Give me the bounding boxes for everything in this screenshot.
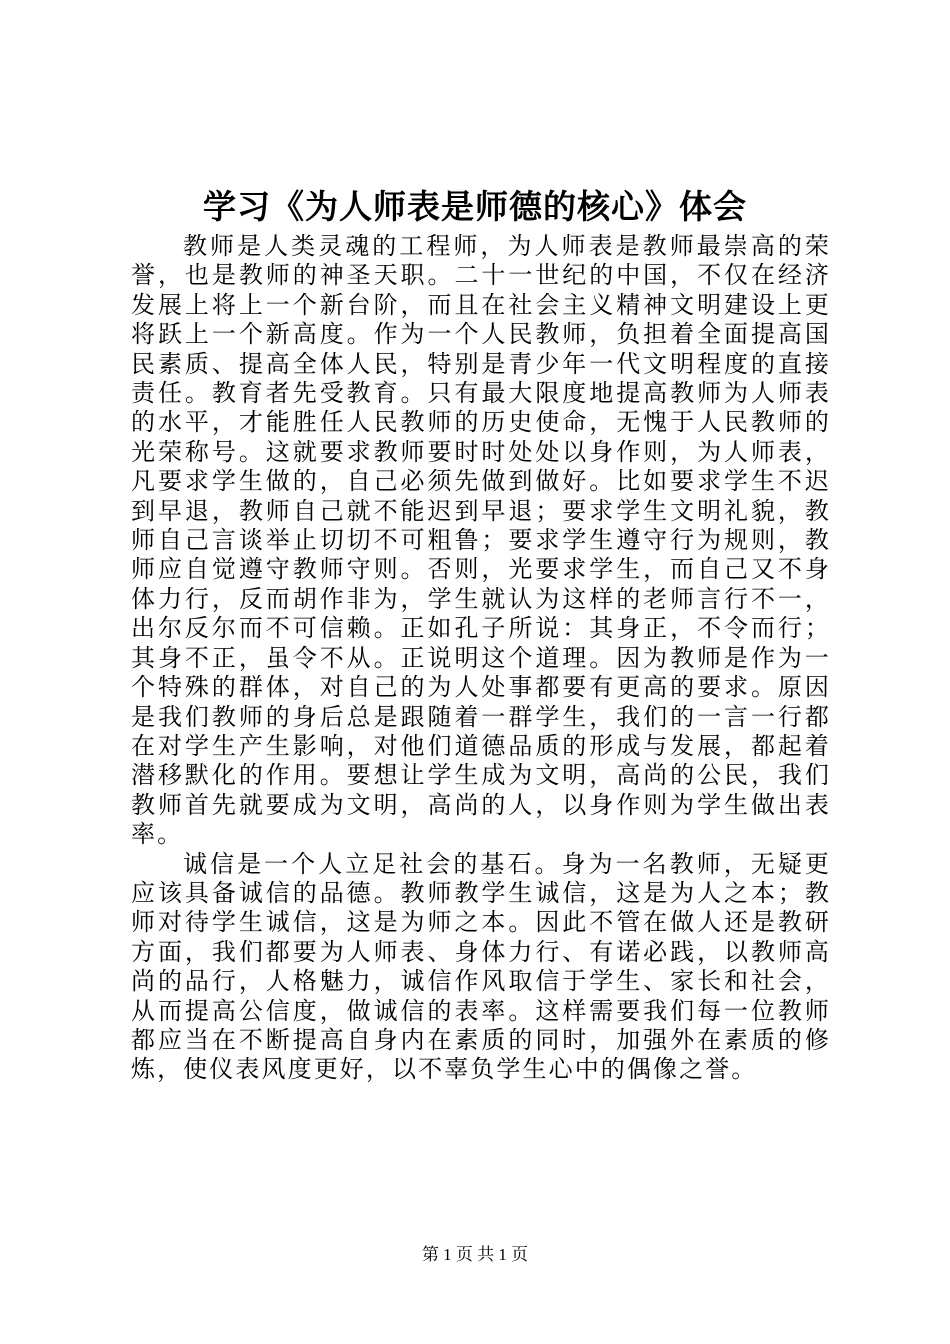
paragraph-2: 诚信是一个人立足社会的基石。身为一名教师，无疑更应该具备诚信的品德。教师教学生诚信，这是为人之本；教师对待学生诚信，这是为师之本。因此不管在做人还是教研方面，我们都要为人师表、身体力行、有诺必践，以教师高尚的品行，人格魅力，诚信作风取信于学生、家长和社会，从而提高公信度，做诚信的表率。这样需要我们每一位教师都应当在不断提高自身内在素质的同时，加强外在素质的修炼，使仪表风度更好，以不辜负学生心中的偶像之誉。 <box>131 849 831 1084</box>
document-title: 学习《为人师表是师德的核心》体会 <box>203 187 747 226</box>
document-body <box>131 232 831 1085</box>
page-footer: 第 1 页 共 1 页 <box>421 1245 529 1264</box>
paragraph-1: 教师是人类灵魂的工程师，为人师表是教师最崇高的荣誉，也是教师的神圣天职。二十一世纪的中国，不仅在经济发展上将上一个新台阶，而且在社会主义精神文明建设上更将跃上一个新高度。作为一个人民教师，负担着全面提高国民素质、提高全体人民，特别是青少年一代文明程度的直接责任。教育者先受教育。只有最大限度地提高教师为人师表的水平，才能胜任人民教师的历史使命，无愧于人民教师的光荣称号。这就要求教师要时时处处以身作则，为人师表，凡要求学生做的，自己必须先做到做好。比如要求学生不迟到早退，教师自己就不能迟到早退；要求学生文明礼貌，教师自己言谈举止切切不可粗鲁；要求学生遵守行为规则，教师应自觉遵守教师守则。否则，光要求学生，而自己又不身体力行，反而胡作非为，学生就认为这样的老师言行不一，出尔反尔而不可信赖。正如孔子所说：其身正，不令而行；其身不正，虽令不从。正说明这个道理。因为教师是作为一个特殊的群体，对自己的为人处事都要有更高的要求。原因是我们教师的身后总是跟随着一群学生，我们的一言一行都在对学生产生影响，对他们道德品质的形成与发展，都起着潜移默化的作用。要想让学生成为文明，高尚的公民，我们教师首先就要成为文明，高尚的人，以身作则为学生做出表率。 <box>131 232 831 849</box>
